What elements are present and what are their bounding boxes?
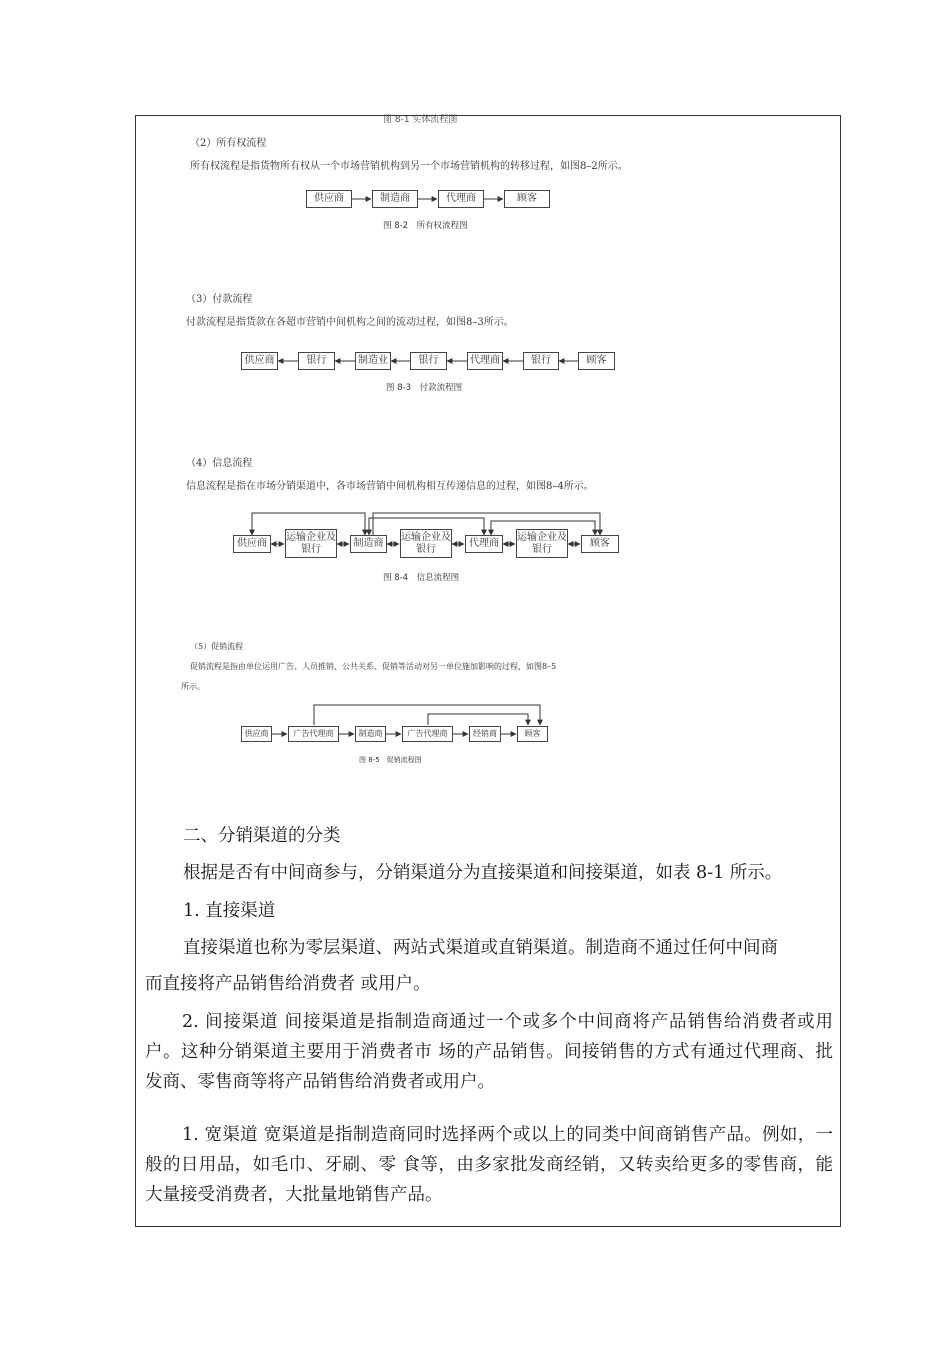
direct-channel-title: 1. 直接渠道 xyxy=(183,901,276,921)
s5-heading: （5）促销流程 xyxy=(190,642,244,651)
s4-box-transport-bank-3: 运输企业及银行 xyxy=(516,529,568,558)
s4-box-customer: 顾客 xyxy=(581,535,619,553)
s2-text: 所有权流程是指货物所有权从一个市场营销机构到另一个市场营销机构的转移过程，如图8–2所示。 xyxy=(190,161,628,172)
s3-box-supplier: 供应商 xyxy=(241,352,278,370)
s5-caption: 图 8-5 促销流程图 xyxy=(359,756,422,764)
direct-channel-line2: 而直接将产品销售给消费者 或用户。 xyxy=(145,974,431,994)
indirect-channel-text: 2. 间接渠道 间接渠道是指制造商通过一个或多个中间商将产品销售给消费者或用户。这种分销渠道主要用于消费者市 场的产品销售。间接销售的方式有通过代理商、批发商、零售商等将产品销售给消费者或用户。 xyxy=(145,1012,833,1092)
s5-box-customer: 顾客 xyxy=(517,726,548,742)
s4-heading: （4）信息流程 xyxy=(186,458,253,469)
s4-text: 信息流程是指在市场分销渠道中，各市场营销中间机构相互传递信息的过程，如图8–4所示。 xyxy=(186,481,594,492)
s2-box-manufacturer: 制造商 xyxy=(372,190,418,208)
s5-box-supplier: 供应商 xyxy=(241,726,272,742)
s3-box-agent: 代理商 xyxy=(467,352,503,370)
indirect-channel-paragraph xyxy=(145,1007,833,1097)
s4-box-manufacturer: 制造商 xyxy=(350,535,387,553)
s4-box-agent: 代理商 xyxy=(465,535,503,553)
s5-box-manufacturer: 制造商 xyxy=(355,726,386,742)
intro-paragraph: 根据是否有中间商参与，分销渠道分为直接渠道和间接渠道，如表 8-1 所示。 xyxy=(183,863,783,883)
s2-caption: 图 8-2 所有权流程图 xyxy=(383,221,468,231)
s3-box-manufacturing: 制造业 xyxy=(355,352,391,370)
s5-box-ad-agency-2: 广告代理商 xyxy=(402,726,453,742)
s2-box-agent: 代理商 xyxy=(438,190,484,208)
s3-box-customer: 顾客 xyxy=(578,352,615,370)
s5-text-line1: 促销流程是指由单位运用广告、人员推销、公共关系、促销等活动对另一单位施加影响的过程，如图8–5 xyxy=(190,662,557,671)
s4-box-supplier: 供应商 xyxy=(233,535,271,553)
wide-channel-text: 1. 宽渠道 宽渠道是指制造商同时选择两个或以上的同类中间商销售产品。例如，一般的日用品，如毛巾、牙刷、零 食等，由多家批发商经销，又转卖给更多的零售商，能大量接受消费者，大批量地销售产品。 xyxy=(145,1125,833,1205)
s3-box-bank-3: 银行 xyxy=(523,352,559,370)
s3-heading: （3）付款流程 xyxy=(186,294,253,305)
s3-caption: 图 8-3 付款流程图 xyxy=(386,383,463,393)
s4-box-transport-bank-2: 运输企业及银行 xyxy=(400,529,452,558)
s4-caption: 图 8-4 信息流程图 xyxy=(383,573,460,583)
section-heading: 二、分销渠道的分类 xyxy=(183,826,341,846)
s4-box-transport-bank-1: 运输企业及银行 xyxy=(285,529,337,558)
s3-box-bank-2: 银行 xyxy=(410,352,447,370)
s5-text-line2: 所示。 xyxy=(181,682,205,691)
s2-box-supplier: 供应商 xyxy=(306,190,352,208)
top-cut-caption: 图 8-1 实体流程图 xyxy=(383,115,458,125)
s3-box-bank-1: 银行 xyxy=(298,352,335,370)
s5-loop-1 xyxy=(314,705,540,725)
wide-channel-paragraph xyxy=(145,1120,833,1210)
s5-box-dealer: 经销商 xyxy=(469,726,501,742)
direct-channel-line1: 直接渠道也称为零层渠道、两站式渠道或直销渠道。制造商不通过任何中间商 xyxy=(183,938,778,958)
s5-box-ad-agency-1: 广告代理商 xyxy=(288,726,339,742)
s2-box-customer: 顾客 xyxy=(504,190,550,208)
s5-loop-2 xyxy=(428,714,528,725)
s3-text: 付款流程是指货款在各超市营销中间机构之间的流动过程，如图8–3所示。 xyxy=(186,317,514,328)
s2-heading: （2）所有权流程 xyxy=(190,138,267,149)
